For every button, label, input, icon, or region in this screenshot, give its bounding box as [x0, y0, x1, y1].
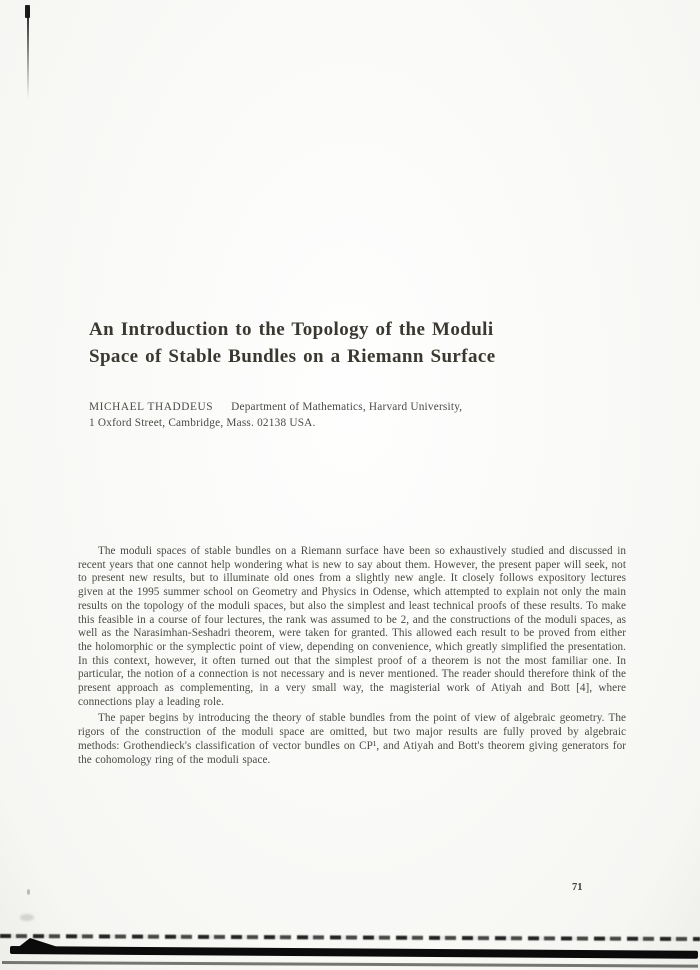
body-paragraph-2: The paper begins by introducing the theory of stable bundles from the point of view of algebraic geometry. The rigors of the construction of the moduli space are omitted, but two major results are fully proved by algebraic methods: Grothendieck's classification of vector bundles on CP¹, and Atiyah and Bott's theorem giving generators for the cohomology ring of the moduli space.: [78, 712, 626, 766]
paper-title-line-2: Space of Stable Bundles on a Riemann Surface: [89, 346, 496, 367]
scan-artifact-vertical-line: [27, 7, 29, 99]
scan-artifact-smudge: [20, 914, 34, 921]
author-line-1: [89, 400, 462, 416]
author-affiliation: Department of Mathematics, Harvard University,: [231, 401, 463, 413]
scan-artifact-scratch-streak: [0, 934, 700, 941]
scan-artifact-black-bar: [10, 946, 698, 959]
page-number: 71: [572, 882, 583, 893]
author-block: [89, 400, 462, 431]
body-text: [78, 545, 626, 767]
scan-artifact-thin-line: [2, 961, 698, 967]
paper-title: [89, 316, 496, 370]
author-name: MICHAEL THADDEUS: [89, 401, 214, 413]
paper-title-line-1: An Introduction to the Topology of the Moduli: [89, 319, 494, 340]
author-address: 1 Oxford Street, Cambridge, Mass. 02138 USA.: [89, 416, 316, 429]
scan-artifact-dot: [27, 889, 30, 895]
body-paragraph-1: The moduli spaces of stable bundles on a Riemann surface have been so exhaustively studied and discussed in recent years that one cannot help wondering what is new to say about them. However, the present paper will seek, not to present new results, but to illuminate old ones from a slightly new angle. It closely follows expository lectures given at the 1995 summer school on Geometry and Physics in Odense, which attempted to explain not only the main results on the topology of the moduli spaces, but also the simplest and least technical proofs of these results. To make this feasible in a course of four lectures, the rank was assumed to be 2, and the constructions of the moduli spaces, as well as the Narasimhan-Seshadri theorem, were taken for granted. This allowed each result to be proved from either the holomorphic or the symplectic point of view, depending on convenience, which greatly simplified the presentation. In this context, however, it often turned out that the simplest proof of a theorem is not the most familiar one. In particular, the notion of a connection is not necessary and is never mentioned. The reader should therefore think of the present approach as complementing, in a very small way, the magisterial work of Atiyah and Bott [4], where connections play a leading role.: [78, 545, 626, 708]
